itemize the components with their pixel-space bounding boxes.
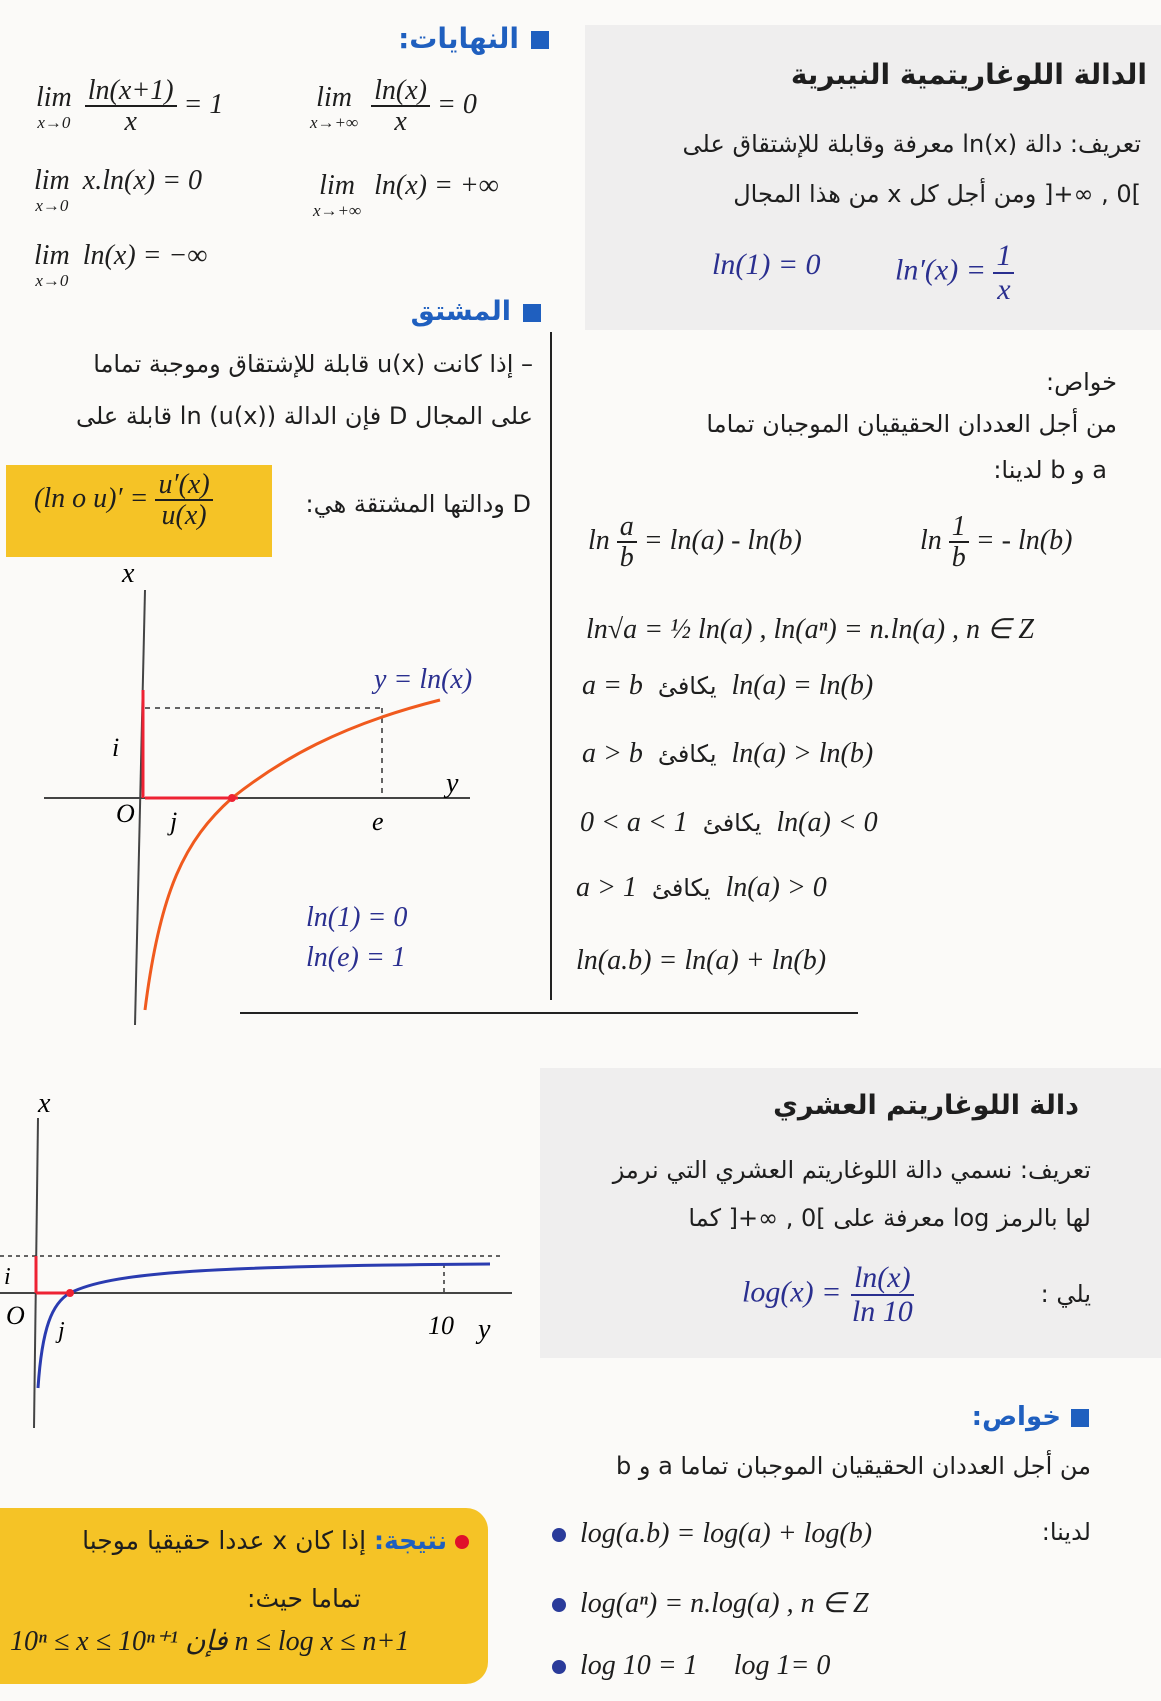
- prop-greater: a > b يكافئ ln(a) > ln(b): [582, 738, 874, 769]
- log-props-intro: من أجل العددان الحقيقيان الموجبان تماما a و b: [615, 1452, 1091, 1480]
- log-prop-product: [552, 1516, 872, 1550]
- natlog-def-line1: تعريف: دالة ln(x) معرفة وقابلة للإشتقاق على: [682, 130, 1141, 158]
- prop-above-one: a > 1 يكافئ ln(a) > 0: [576, 872, 827, 903]
- result-line3: 10ⁿ ≤ x ≤ 10ⁿ⁺¹ فإن n ≤ log x ≤ n+1: [10, 1626, 410, 1657]
- graph1-origin: O: [116, 799, 135, 828]
- bullet-dot-icon: [552, 1598, 566, 1612]
- limit-2: lim x→+∞ $\frac{\ln(x)}{x}$ = 0: [310, 75, 477, 138]
- graph1-note1: ln(1) = 0: [306, 902, 408, 933]
- natlog-def-line2: ]0 , ∞+[ ومن أجل كل x من هذا المجال: [733, 180, 1141, 208]
- limit-5: lim x→0 ln(x) = −∞: [34, 240, 208, 290]
- graph1-i-label: i: [112, 733, 120, 762]
- graph1-j-label: j: [170, 807, 178, 836]
- graph1-e-label: e: [372, 807, 384, 836]
- result-label: نتيجة:: [374, 1526, 447, 1555]
- natlog-formula-derivative: ln′(x) = $\frac{1}{x}$: [895, 240, 1014, 305]
- bullet-dot-icon: [552, 1660, 566, 1674]
- log-props-ladayna: لدينا:: [1041, 1518, 1091, 1546]
- prop-between: 0 < a < 1 يكافئ ln(a) < 0: [580, 807, 878, 838]
- log10-title: دالة اللوغاريتم العشري: [773, 1090, 1079, 1121]
- log-prop-product-text: log(a.b) = log(a) + log(b): [580, 1518, 873, 1549]
- log-props-heading-text: خواص:: [971, 1402, 1061, 1432]
- graph1-note2: ln(e) = 1: [306, 942, 406, 973]
- log-graph: [0, 1088, 530, 1428]
- limit-4: lim x→+∞ ln(x) = +∞: [313, 170, 499, 220]
- log10-def-line1: تعريف: نسمي دالة اللوغاريتم العشري التي نرمز: [612, 1156, 1091, 1184]
- limits-heading: [398, 22, 549, 55]
- graph2-y-label: y: [478, 1314, 491, 1345]
- log-props-heading: [972, 1402, 1089, 1432]
- properties-intro1: من أجل العددان الحقيقيان الموجبان تماما: [706, 410, 1117, 438]
- point-1-0: [228, 794, 236, 802]
- derivative-line1: – إذا كانت u(x) قابلة للإشتقاق وموجبة تماما: [93, 350, 533, 378]
- derivative-heading: [411, 296, 541, 327]
- horizontal-divider: [240, 1012, 858, 1014]
- log-prop-values: [552, 1648, 830, 1682]
- graph2-origin: O: [6, 1301, 25, 1330]
- natlog-formula-ln1: ln(1) = 0: [712, 248, 821, 281]
- red-bullet-icon: [455, 1535, 469, 1549]
- natlog-title: الدالة اللوغاريتمية النيبرية: [790, 58, 1147, 91]
- derivative-line3: D ودالتها المشتقة هي:: [305, 490, 531, 518]
- log-prop-log10-text: log 10 = 1: [580, 1650, 698, 1681]
- prop-power: ln√a = ½ ln(a) , ln(aⁿ) = n.ln(a) , n ∈ Z: [586, 614, 1034, 645]
- graph2-i-label: i: [4, 1264, 11, 1290]
- result-line2: تماما حيث:: [247, 1584, 361, 1613]
- graph1-curve-label: y = ln(x): [374, 664, 473, 695]
- square-bullet-icon: [531, 31, 549, 49]
- limit-1: lim x→0 $\frac{\ln(x+1)}{x}$ = 1: [36, 75, 224, 138]
- prop-equal: a = b يكافئ ln(a) = ln(b): [582, 670, 874, 701]
- graph2-point-1-0: [66, 1289, 74, 1297]
- bullet-dot-icon: [552, 1528, 566, 1542]
- limit-3: lim x→0 x.ln(x) = 0: [34, 165, 202, 215]
- log-prop-log1-text: log 1= 0: [733, 1650, 831, 1681]
- graph1-y-label: y: [446, 768, 459, 799]
- prop-quotient: ln $\frac{a}{b}$ = ln(a) - ln(b): [588, 511, 802, 574]
- graph2-ten-label: 10: [428, 1311, 454, 1340]
- vertical-divider: [550, 332, 552, 1000]
- log-prop-power: [552, 1586, 869, 1620]
- properties-intro2: a و b لدينا:: [993, 456, 1107, 484]
- derivative-heading-text: المشتق: [410, 296, 511, 327]
- y-axis-line: [135, 590, 145, 1025]
- log-curve: [38, 1264, 490, 1388]
- limits-heading-text: النهايات:: [398, 22, 519, 55]
- result-line1-text: إذا كان x عددا حقيقيا موجبا: [82, 1526, 367, 1555]
- derivative-line2: على المجال D فإن الدالة ln (u(x)) قابلة على: [75, 402, 533, 430]
- log10-def-line2: لها بالرمز log معرفة على ]0 , ∞+[ كما: [688, 1204, 1091, 1232]
- ln-graph: [0, 560, 560, 1030]
- derivative-formula: (ln o u)′ = $\frac{u'(x)}{u(x)}$: [34, 470, 213, 531]
- log10-def-line3: يلي :: [1040, 1280, 1091, 1308]
- log10-formula: log(x) = $\frac{\ln(x)}{\ln 10}$: [742, 1261, 913, 1328]
- prop-product: ln(a.b) = ln(a) + ln(b): [576, 945, 827, 976]
- square-bullet-icon: [523, 304, 541, 322]
- prop-reciprocal: ln $\frac{1}{b}$ = - ln(b): [920, 511, 1073, 574]
- graph1-x-label: x: [122, 560, 135, 589]
- properties-heading: خواص:: [1045, 368, 1117, 396]
- square-bullet-icon: [1071, 1409, 1089, 1427]
- graph2-x-label: x: [38, 1088, 51, 1119]
- result-line1: [82, 1526, 469, 1555]
- log-prop-power-text: log(aⁿ) = n.log(a) , n ∈ Z: [580, 1588, 869, 1619]
- graph2-j-label: j: [58, 1318, 65, 1344]
